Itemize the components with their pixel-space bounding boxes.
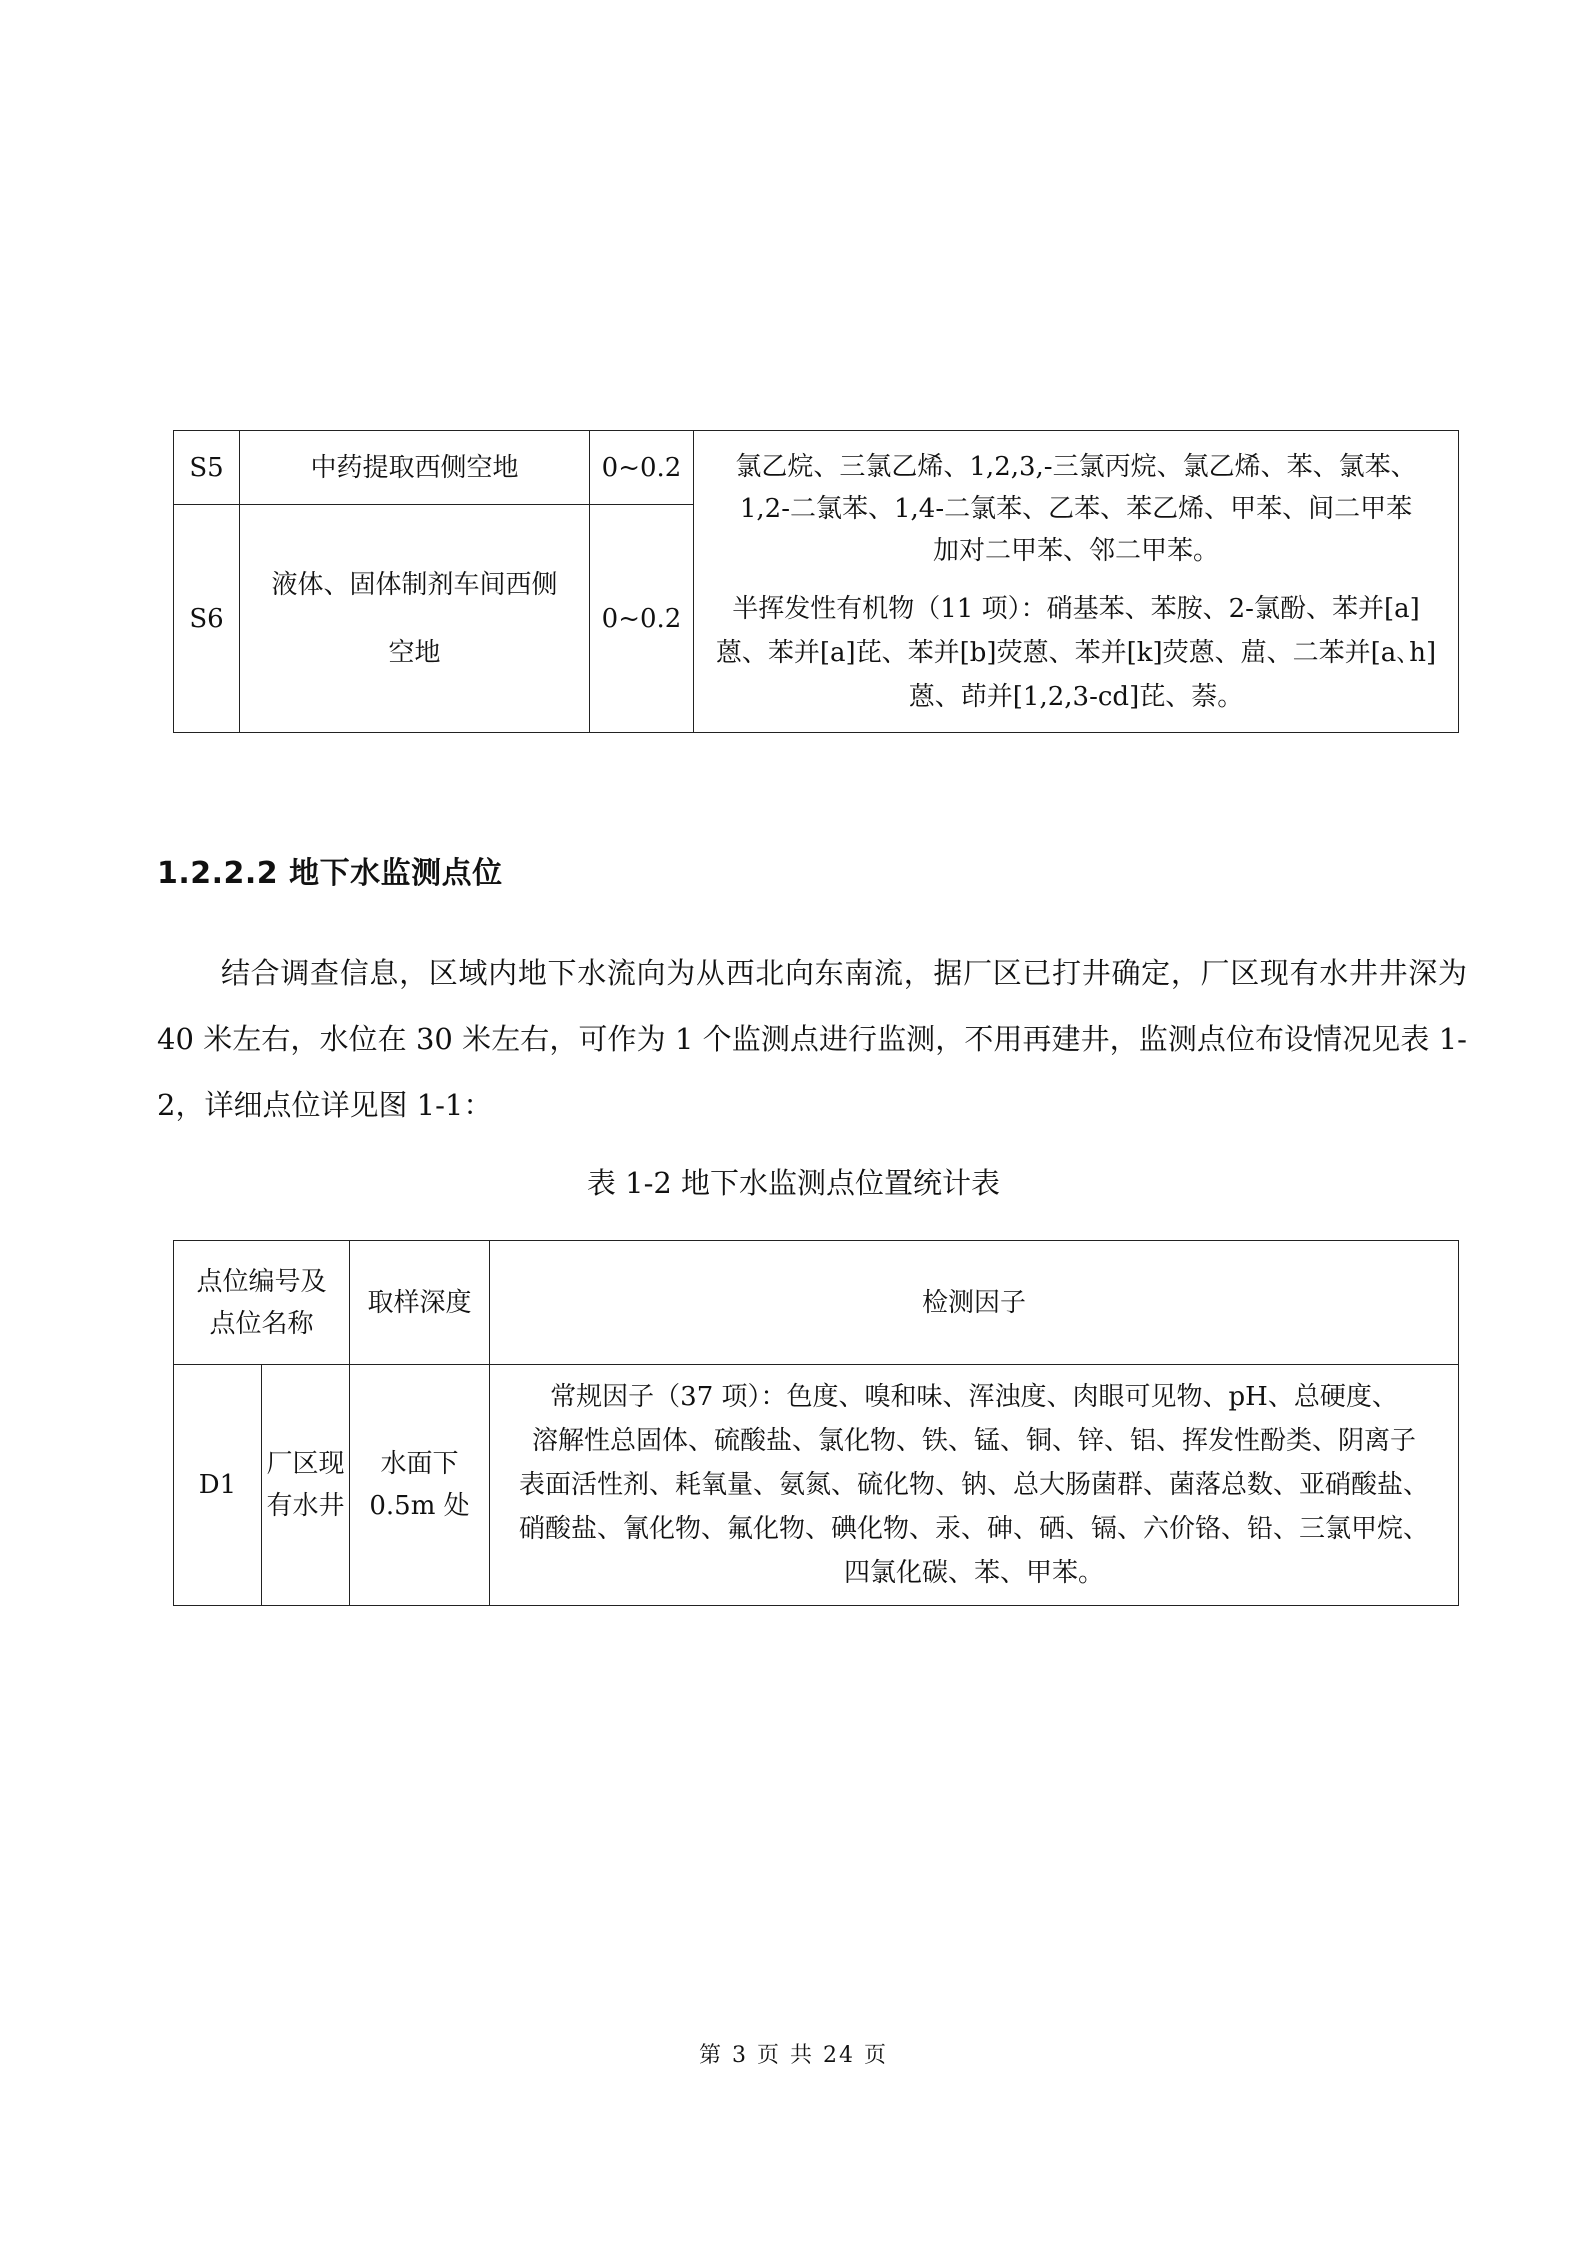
point-name-cell	[262, 1365, 350, 1606]
factors-line: 溶解性总固体、硫酸盐、氯化物、铁、锰、铜、锌、铝、挥发性酚类、阴离子	[531, 1426, 1416, 1456]
soil-sampling-table	[173, 430, 1459, 733]
point-name-line: 空地	[388, 637, 441, 668]
point-name-line: 液体、固体制剂车间西侧	[271, 569, 558, 600]
body-paragraph: 结合调查信息，区域内地下水流向为从西北向东南流，据厂区已打井确定，厂区现有水井井深为 40 米左右，水位在 30 米左右，可作为 1 个监测点进行监测，不用再建井，监测点位布设情况见表 1-2，详细点位详见图 1-1：	[157, 956, 1467, 1122]
page-number: 第 3 页 共 24 页	[699, 2043, 888, 2068]
depth-line: 0.5m 处	[369, 1491, 470, 1521]
header-line: 点位名称	[209, 1308, 314, 1339]
point-id-cell: S5	[174, 431, 240, 505]
groundwater-monitoring-table	[173, 1240, 1459, 1606]
factors-line: 硝酸盐、氰化物、氟化物、碘化物、汞、砷、硒、镉、六价铬、铅、三氯甲烷、	[518, 1514, 1429, 1544]
factors-line: 加对二甲苯、邻二甲苯。	[932, 535, 1219, 566]
factors-line: 蒽、苯并[a]芘、苯并[b]荧蒽、苯并[k]荧蒽、䓛、二苯并[a､h]	[715, 637, 1437, 668]
depth-cell: 0~0.2	[590, 505, 694, 733]
table-row	[174, 1365, 1459, 1606]
depth-line: 水面下	[380, 1449, 459, 1479]
section-heading: 1.2.2.2 地下水监测点位	[157, 856, 503, 891]
detection-factors-cell	[490, 1365, 1459, 1606]
factors-line: 1,2-二氯苯、1,4-二氯苯、乙苯、苯乙烯、甲苯、间二甲苯	[739, 493, 1413, 524]
detection-factors-cell	[694, 431, 1459, 733]
point-name-cell	[240, 505, 590, 733]
table-row	[174, 431, 1459, 505]
point-id-cell: D1	[174, 1365, 262, 1606]
table-header-row	[174, 1241, 1459, 1365]
depth-cell	[350, 1365, 490, 1606]
factors-line: 四氯化碳、苯、甲苯。	[843, 1558, 1104, 1588]
factors-line: 常规因子（37 项）：色度、嗅和味、浑浊度、肉眼可见物、pH、总硬度、	[550, 1382, 1398, 1412]
header-depth-cell: 取样深度	[350, 1241, 490, 1365]
header-point-cell	[174, 1241, 350, 1365]
factors-line: 氯乙烷、三氯乙烯、1,2,3,-三氯丙烷、氯乙烯、苯、氯苯、	[735, 451, 1417, 482]
point-name-line: 厂区现	[266, 1449, 345, 1479]
header-factors-cell: 检测因子	[490, 1241, 1459, 1365]
point-id-cell: S6	[174, 505, 240, 733]
header-line: 点位编号及	[196, 1266, 327, 1297]
table-caption: 表 1-2 地下水监测点位置统计表	[586, 1166, 1001, 1200]
point-name-cell: 中药提取西侧空地	[240, 431, 590, 505]
depth-cell: 0~0.2	[590, 431, 694, 505]
factors-line: 表面活性剂、耗氧量、氨氮、硫化物、钠、总大肠菌群、菌落总数、亚硝酸盐、	[518, 1470, 1429, 1500]
point-name-line: 有水井	[266, 1491, 345, 1521]
factors-line: 半挥发性有机物（11 项）：硝基苯、苯胺、2-氯酚、苯并[a]	[732, 593, 1420, 624]
factors-line: 蒽、茚并[1,2,3-cd]芘、萘。	[908, 681, 1244, 712]
